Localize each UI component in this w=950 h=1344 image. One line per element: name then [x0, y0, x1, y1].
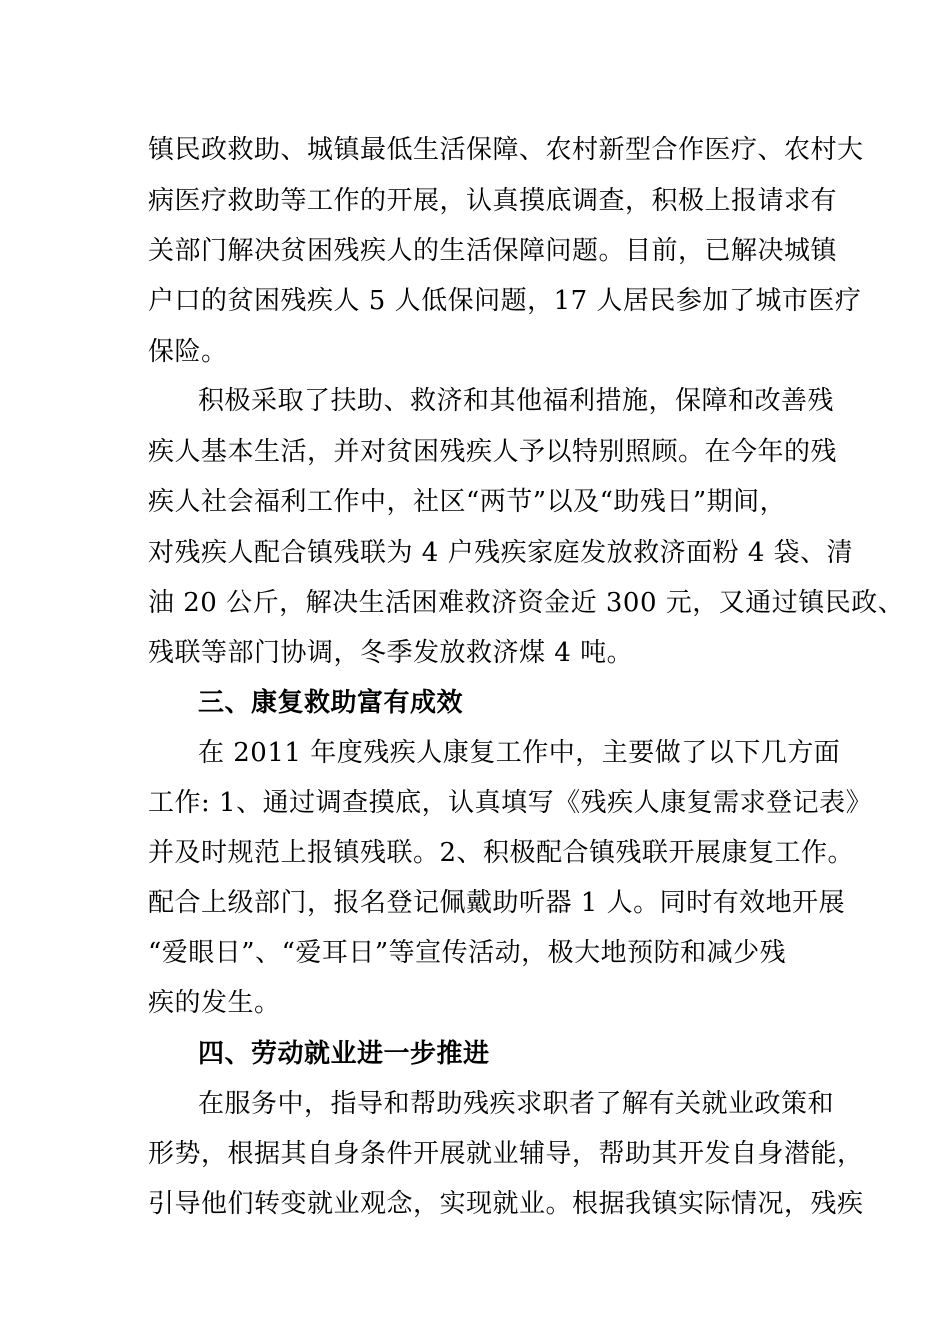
text-line: 疾人社会福利工作中，社区“两节”以及“助残日”期间，: [148, 487, 787, 517]
text-line: 残联等部门协调，冬季发放救济煤 4 吨。: [148, 638, 634, 668]
text-line: 引导他们转变就业观念，实现就业。根据我镇实际情况，残疾: [148, 1189, 864, 1219]
text-line: 户口的贫困残疾人 5 人低保问题，17 人居民参加了城市医疗: [148, 286, 862, 316]
paragraph-first-line: 积极采取了扶助、救济和其他福利措施，保障和改善残: [198, 386, 835, 416]
text-line: 疾人基本生活，并对贫困残疾人予以特别照顾。在今年的残: [148, 437, 838, 467]
text-line: 并及时规范上报镇残联。2、积极配合镇残联开展康复工作。: [148, 838, 855, 868]
text-line: 油 20 公斤，解决生活困难救济资金近 300 元，又通过镇民政、: [148, 588, 905, 618]
text-line: 对残疾人配合镇残联为 4 户残疾家庭发放救济面粉 4 袋、清: [148, 538, 854, 568]
text-line: 镇民政救助、城镇最低生活保障、农村新型合作医疗、农村大: [148, 135, 864, 165]
text-line: 配合上级部门，报名登记佩戴助听器 1 人。同时有效地开展: [148, 888, 846, 918]
text-line: 关部门解决贫困残疾人的生活保障问题。目前，已解决城镇: [148, 236, 838, 266]
paragraph-first-line: 在 2011 年度残疾人康复工作中，主要做了以下几方面: [198, 738, 841, 768]
section-heading-3: 三、康复救助富有成效: [198, 688, 464, 718]
text-line: 病医疗救助等工作的开展，认真摸底调查，积极上报请求有: [148, 186, 838, 216]
paragraph-first-line: 在服务中，指导和帮助残疾求职者了解有关就业政策和: [198, 1089, 835, 1119]
text-line: 形势，根据其自身条件开展就业辅导，帮助其开发自身潜能，: [148, 1139, 864, 1169]
text-line: 保险。: [148, 337, 228, 367]
section-heading-4: 四、劳动就业进一步推进: [198, 1039, 490, 1069]
text-line: “爱眼日”、“爱耳日”等宣传活动，极大地预防和减少残: [148, 938, 787, 968]
text-line: 工作: 1、通过调查摸底，认真填写《残疾人康复需求登记表》: [148, 788, 873, 818]
text-line: 疾的发生。: [148, 988, 281, 1018]
